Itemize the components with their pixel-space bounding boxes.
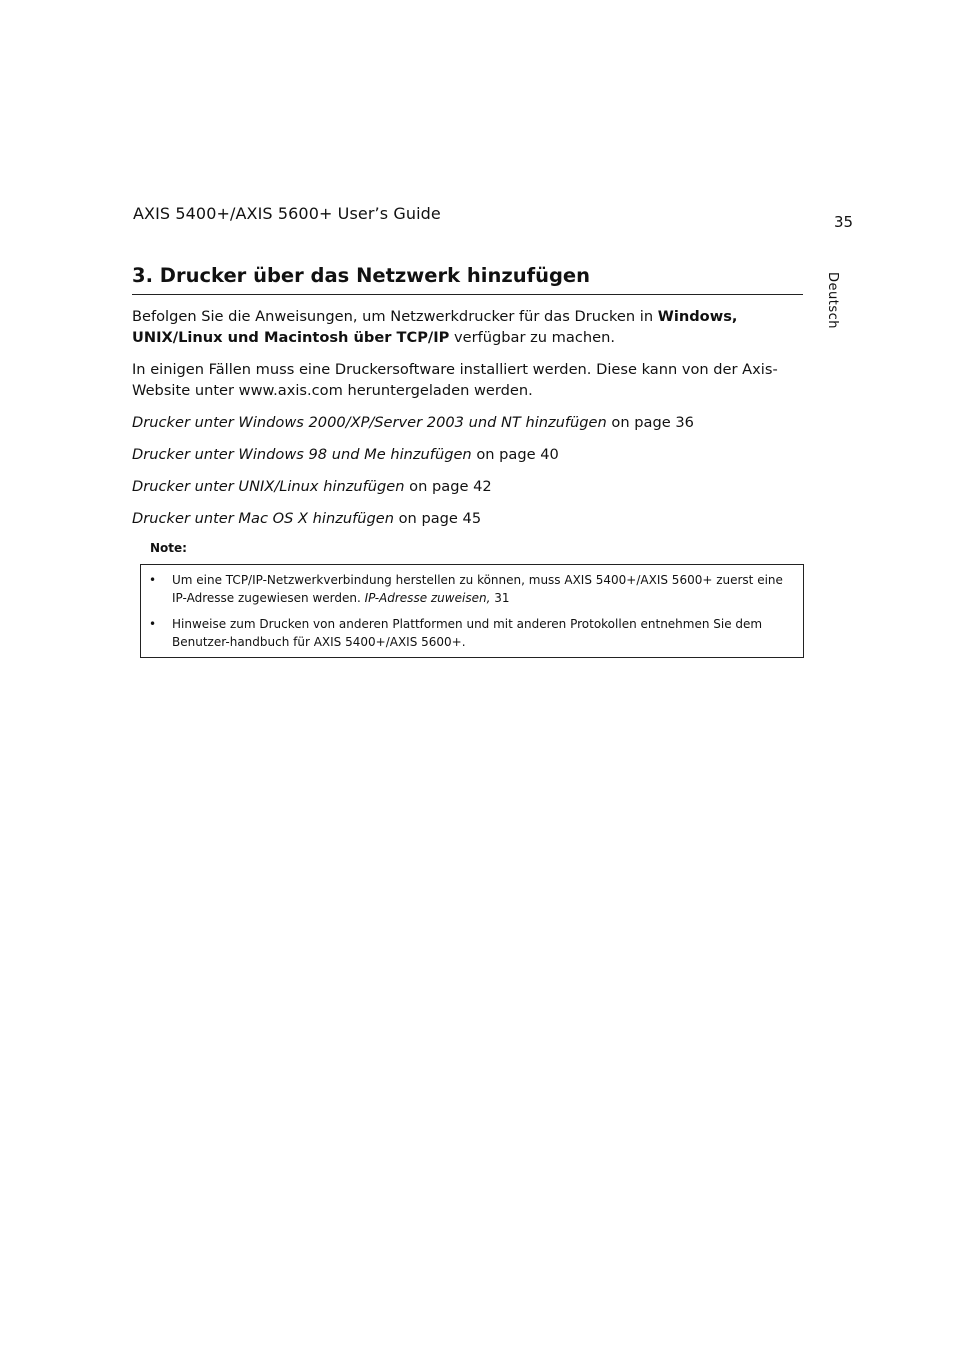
content <box>132 306 804 540</box>
link-page: on page 42 <box>404 478 492 495</box>
software-paragraph: In einigen Fällen muss eine Druckersoftware installiert werden. Diese kann von der Axis-Website unter www.axis.com heruntergeladen werden. <box>132 361 778 399</box>
running-header: AXIS 5400+/AXIS 5600+ User’s Guide <box>133 204 441 223</box>
link-mac-os-x[interactable] <box>132 508 804 529</box>
bullet-icon: • <box>149 573 157 587</box>
link-title[interactable]: Drucker unter Windows 2000/XP/Server 2003 und NT hinzufügen <box>132 414 607 431</box>
bullet-icon: • <box>149 617 157 631</box>
link-page: on page 36 <box>606 414 694 431</box>
link-title[interactable]: Drucker unter Windows 98 und Me hinzufügen <box>132 446 472 463</box>
intro-platforms: Windows, UNIX/Linux und Macintosh über TCP/IP <box>132 308 738 346</box>
note-reference-page: 31 <box>490 591 510 605</box>
note-text: Hinweise zum Drucken von anderen Plattformen und mit anderen Protokollen entnehmen Sie dem Benutzer-handbuch für AXIS 5400+/AXIS 5600+. <box>172 617 763 649</box>
note-text: Um eine TCP/IP-Netzwerkverbindung herstellen zu können, muss AXIS 5400+/AXIS 5600+ zuerst eine IP-Adresse zugewiesen werden. <box>172 573 783 605</box>
section-heading: 3. Drucker über das Netzwerk hinzufügen <box>132 264 803 295</box>
link-title[interactable]: Drucker unter Mac OS X hinzufügen <box>132 510 394 527</box>
page-number: 35 <box>834 213 854 231</box>
link-title[interactable]: Drucker unter UNIX/Linux hinzufügen <box>132 478 405 495</box>
note-list <box>141 565 803 651</box>
language-side-tab: Deutsch <box>825 272 840 330</box>
link-page: on page 45 <box>393 510 482 527</box>
intro-text: Befolgen Sie die Anweisungen, um Netzwerkdrucker für das Drucken in <box>132 308 658 325</box>
note-reference[interactable]: IP-Adresse zuweisen, <box>364 591 491 605</box>
intro-paragraph <box>132 306 804 348</box>
link-windows-2000[interactable] <box>132 412 804 433</box>
intro-text-end: verfügbar zu machen. <box>449 329 615 346</box>
note-box <box>140 564 804 658</box>
note-item <box>141 615 787 651</box>
link-unix-linux[interactable] <box>132 476 804 497</box>
note-item <box>141 571 787 607</box>
note-label: Note: <box>150 541 187 555</box>
link-page: on page 40 <box>471 446 559 463</box>
link-windows-98[interactable] <box>132 444 804 465</box>
